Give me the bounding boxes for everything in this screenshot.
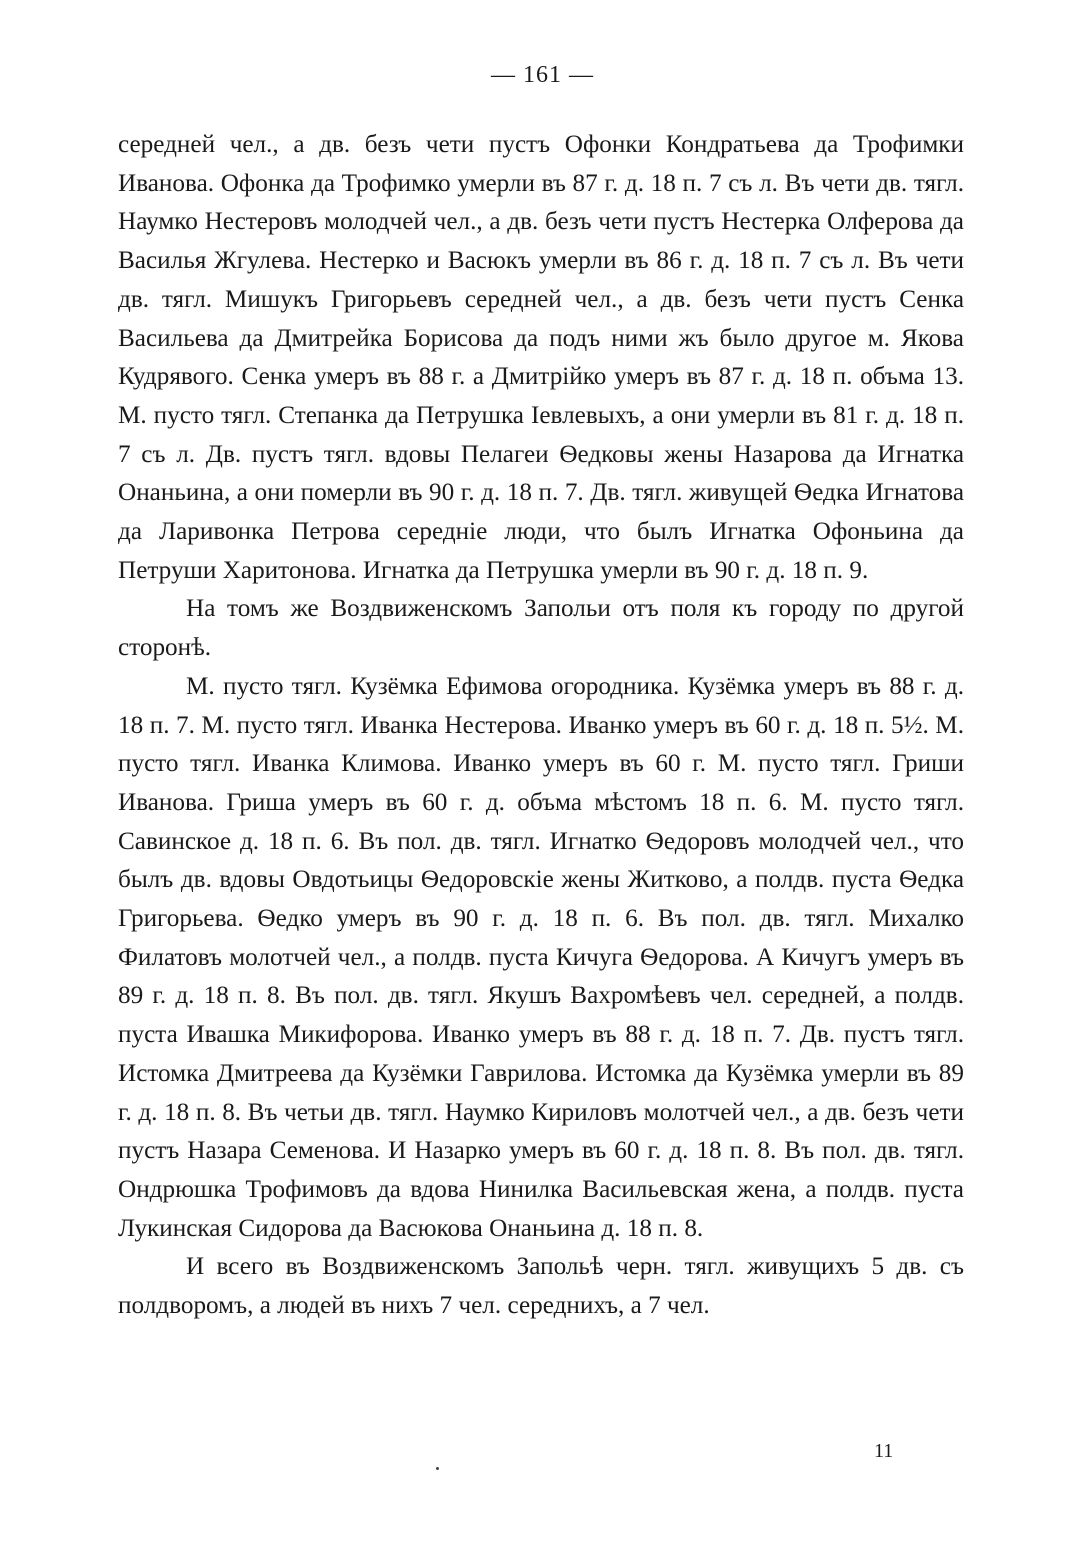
print-speck — [436, 1467, 439, 1470]
paragraph: середней чел., а дв. безъ чети пустъ Офонки Кондратьева да Трофимки Иванова. Офонка да Трофимко умерли въ 87 г. д. 18 п. 7 съ л. Въ чети дв. тягл. Наумко Нестеровъ молодчей чел., а дв. безъ чети пустъ Нестерка Олферова да Василья Жгулева. Нестерко и Васюкъ умерли въ 86 г. д. 18 п. 7 съ л. Въ чети дв. тягл. Мишукъ Григорьевъ середней чел., а дв. безъ чети пустъ Сенка Васильева да Дмитрейка Борисова да подъ ними жъ было другое м. Якова Кудрявого. Сенка умеръ въ 88 г. а Дмитрійко умеръ въ 87 г. д. 18 п. объма 13. М. пусто тягл. Степанка да Петрушка Іевлевыхъ, а они умерли въ 81 г. д. 18 п. 7 съ л. Дв. пустъ тягл. вдовы Пелагеи Ѳедковы жены Назарова да Игнатка Онаньина, а они померли въ 90 г. д. 18 п. 7. Дв. тягл. живущей Ѳедка Игнатова да Ларивонка Петрова середніе люди, что былъ Игнатка Офоньина да Петруши Харитонова. Игнатка да Петрушка умерли въ 90 г. д. 18 п. 9. — [118, 131, 964, 584]
page-number: — 161 — — [491, 62, 594, 88]
paragraph: На томъ же Воздвиженскомъ Запольи отъ поля къ городу по другой сторонѣ. — [118, 595, 964, 662]
paragraph: М. пусто тягл. Кузёмка Ефимова огородника. Кузёмка умеръ въ 88 г. д. 18 п. 7. М. пусто тягл. Иванка Нестерова. Иванко умеръ въ 60 г. д. 18 п. 5½. М. пусто тягл. Иванка Климова. Иванко умеръ въ 60 г. М. пусто тягл. Гриши Иванова. Гриша умеръ въ 60 г. д. объма мѣстомъ 18 п. 6. М. пусто тягл. Савинское д. 18 п. 6. Въ пол. дв. тягл. Игнатко Ѳедоровъ молодчей чел., что былъ дв. вдовы Овдотьицы Ѳедоровскіе жены Житково, а полдв. пуста Ѳедка Григорьева. Ѳедко умеръ въ 90 г. д. 18 п. 6. Въ пол. дв. тягл. Михалко Филатовъ молотчей чел., а полдв. пуста Кичуга Ѳедорова. А Кичугъ умеръ въ 89 г. д. 18 п. 8. Въ пол. дв. тягл. Якушъ Вахромѣевъ чел. середней, а полдв. пуста Ивашка Микифорова. Иванко умеръ въ 88 г. д. 18 п. 7. Дв. пустъ тягл. Истомка Дмитреева да Кузёмки Гаврилова. Истомка да Кузёмка умерли въ 89 г. д. 18 п. 8. Въ четьи дв. тягл. Наумко Кириловъ молотчей чел., а дв. безъ чети пустъ Назара Семенова. И Назарко умеръ въ 60 г. д. 18 п. 8. Въ пол. дв. тягл. Ондрюшка Трофимовъ да вдова Нинилка Васильевская жена, а полдв. пуста Лукинская Сидорова да Васюкова Онаньина д. 18 п. 8. — [118, 672, 964, 1242]
signature-mark: 11 — [874, 1440, 894, 1462]
paragraph: И всего въ Воздвиженскомъ Запольѣ черн. тягл. живущихъ 5 дв. съ полдворомъ, а людей въ нихъ 7 чел. середнихъ, а 7 чел. — [118, 1253, 964, 1320]
body-text — [118, 126, 964, 1326]
